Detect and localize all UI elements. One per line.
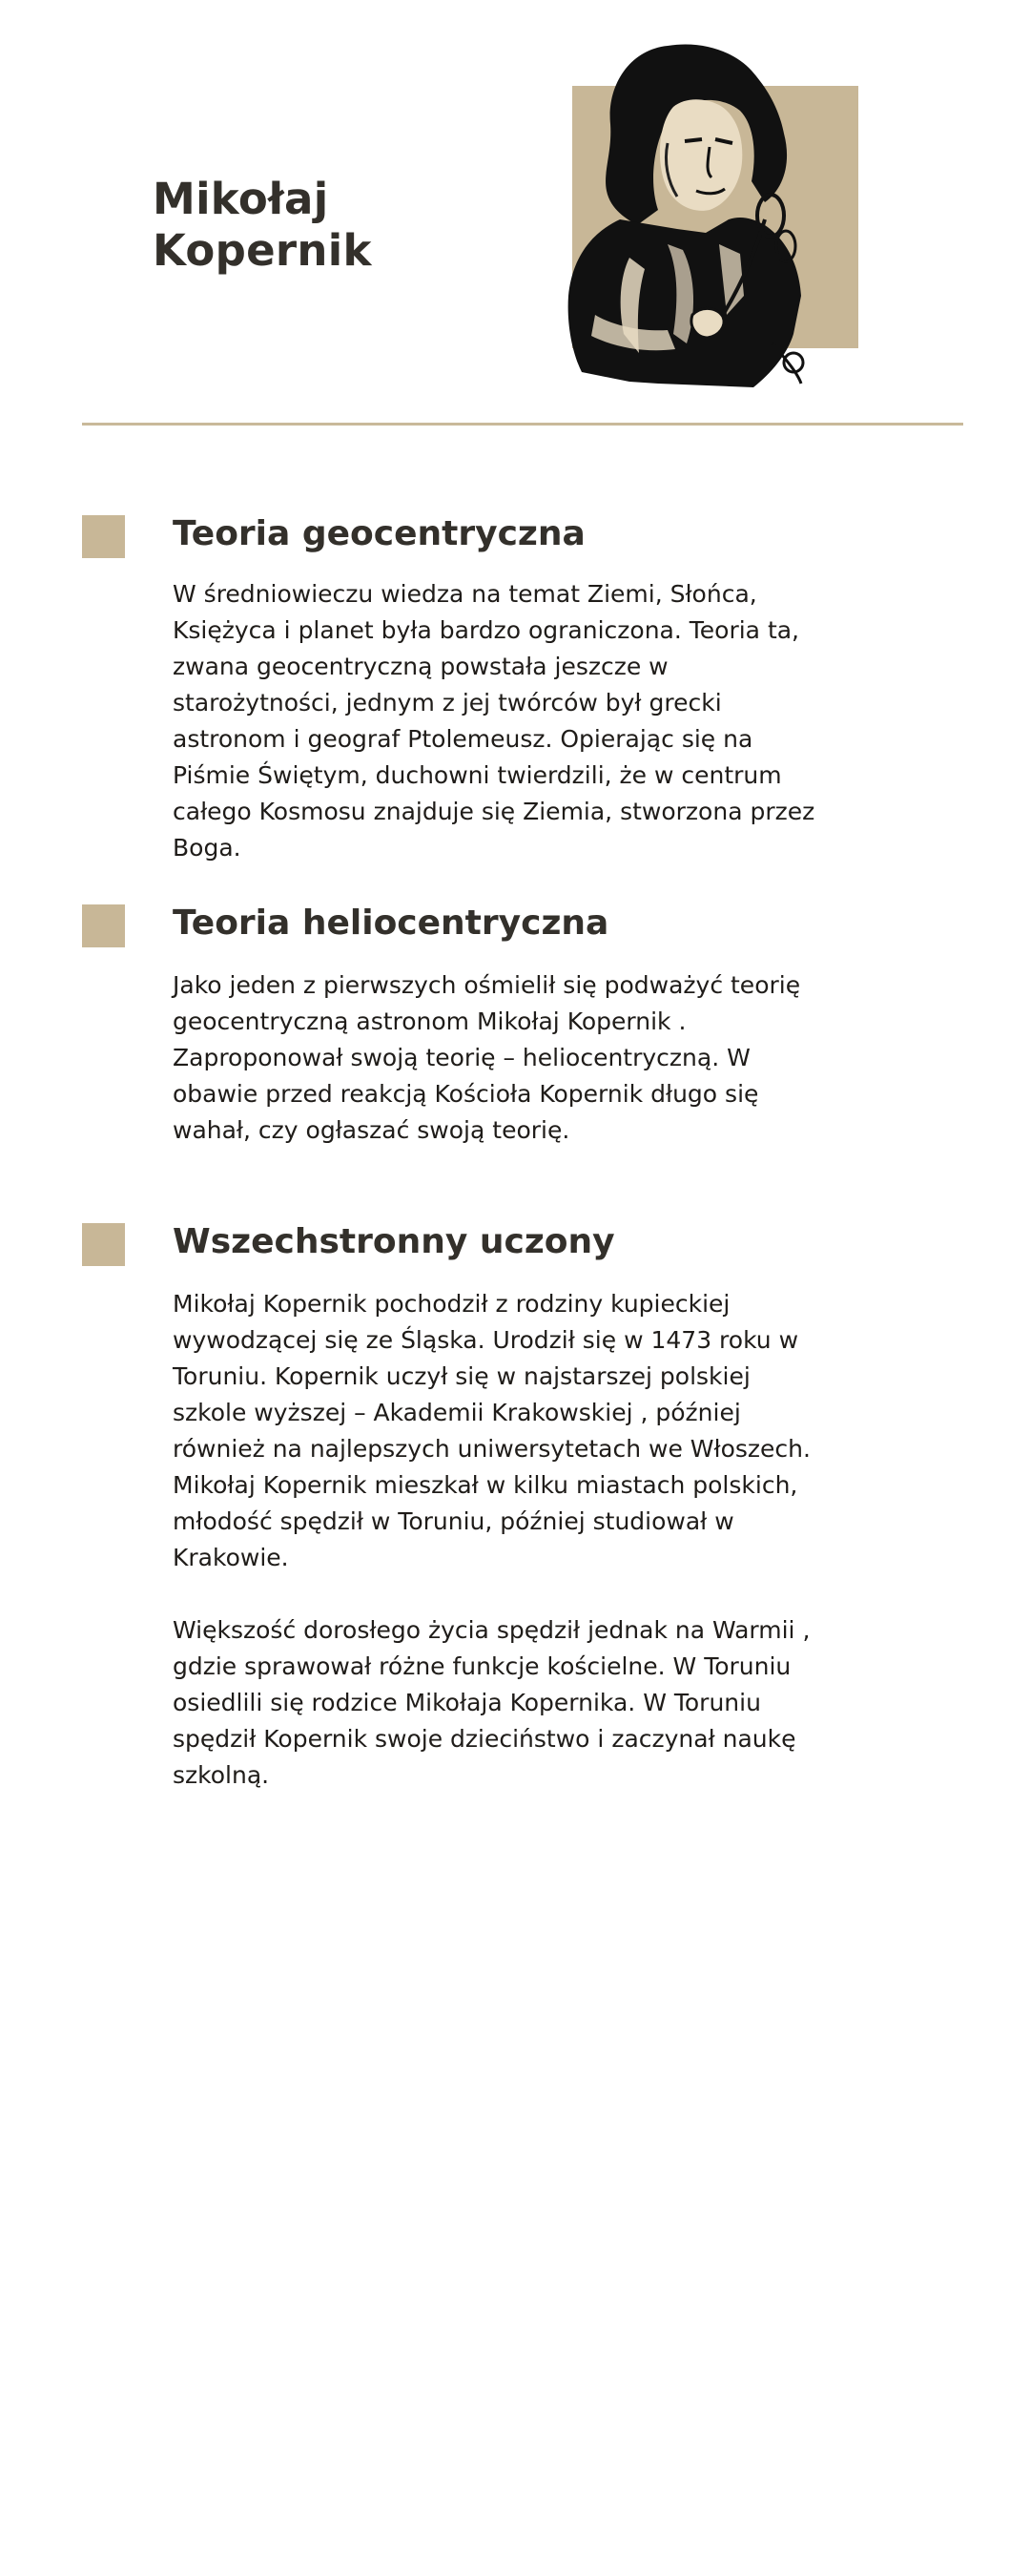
- section-text-heliocentric: [173, 967, 800, 1149]
- text-line: Mikołaj Kopernik mieszkał w kilku miastach polskich,: [173, 1471, 798, 1499]
- text-line: młodość spędził w Toruniu, później studiował w: [173, 1507, 734, 1535]
- text-line: Boga.: [173, 834, 241, 862]
- text-line: szkolną.: [173, 1761, 270, 1789]
- text-line: astronom i geograf Ptolemeusz. Opierając się na: [173, 725, 753, 753]
- section-text-scholar: [173, 1286, 811, 1576]
- section-marker: [82, 1223, 125, 1266]
- text-line: wywodzącej się ze Śląska. Urodził się w 1473 roku w: [173, 1326, 799, 1354]
- text-line: Krakowie.: [173, 1544, 289, 1571]
- text-line: Toruniu. Kopernik uczył się w najstarszej polskiej: [173, 1362, 751, 1390]
- text-line: Mikołaj Kopernik pochodził z rodziny kupieckiej: [173, 1290, 731, 1318]
- text-line: całego Kosmosu znajduje się Ziemia, stworzona przez: [173, 798, 815, 825]
- text-line: wahał, czy ogłaszać swoją teorię.: [173, 1116, 570, 1144]
- text-line: gdzie sprawował różne funkcje kościelne. W Toruniu: [173, 1652, 792, 1680]
- text-line: spędził Kopernik swoje dzieciństwo i zaczynał naukę: [173, 1725, 796, 1753]
- text-line: starożytności, jednym z jej twórców był grecki: [173, 689, 722, 717]
- text-line: Księżyca i planet była bardzo ograniczona. Teoria ta,: [173, 616, 800, 644]
- section-heading-heliocentric: Teoria heliocentryczna: [173, 904, 609, 943]
- text-line: Zaproponował swoją teorię – heliocentryczną. W: [173, 1044, 751, 1071]
- section-marker: [82, 904, 125, 947]
- header-divider: [82, 423, 963, 426]
- title-line: Mikołaj: [153, 174, 329, 224]
- page-title: [153, 174, 372, 277]
- text-line: obawie przed reakcją Kościoła Kopernik długo się: [173, 1080, 759, 1108]
- section-text-geocentric: [173, 576, 814, 866]
- title-line: Kopernik: [153, 225, 372, 276]
- text-line: Jako jeden z pierwszych ośmielił się podważyć teorię: [173, 971, 801, 999]
- text-line: geocentryczną astronom Mikołaj Kopernik .: [173, 1008, 687, 1035]
- text-line: szkole wyższej – Akademii Krakowskiej , później: [173, 1399, 741, 1426]
- text-line: Większość dorosłego życia spędził jednak na Warmii ,: [173, 1616, 811, 1644]
- section-heading-scholar: Wszechstronny uczony: [173, 1222, 615, 1261]
- copernicus-portrait-icon: [515, 29, 877, 401]
- section-heading-geocentric: Teoria geocentryczna: [173, 514, 586, 553]
- text-line: zwana geocentryczną powstała jeszcze w: [173, 653, 669, 680]
- section-marker: [82, 515, 125, 558]
- text-line: Piśmie Świętym, duchowni twierdzili, że w centrum: [173, 761, 782, 789]
- text-line: również na najlepszych uniwersytetach we Włoszech.: [173, 1435, 811, 1463]
- text-line: W średniowieczu wiedza na temat Ziemi, Słońca,: [173, 580, 757, 608]
- section-text-scholar-2: [173, 1612, 810, 1794]
- text-line: osiedlili się rodzice Mikołaja Kopernika. W Toruniu: [173, 1689, 761, 1716]
